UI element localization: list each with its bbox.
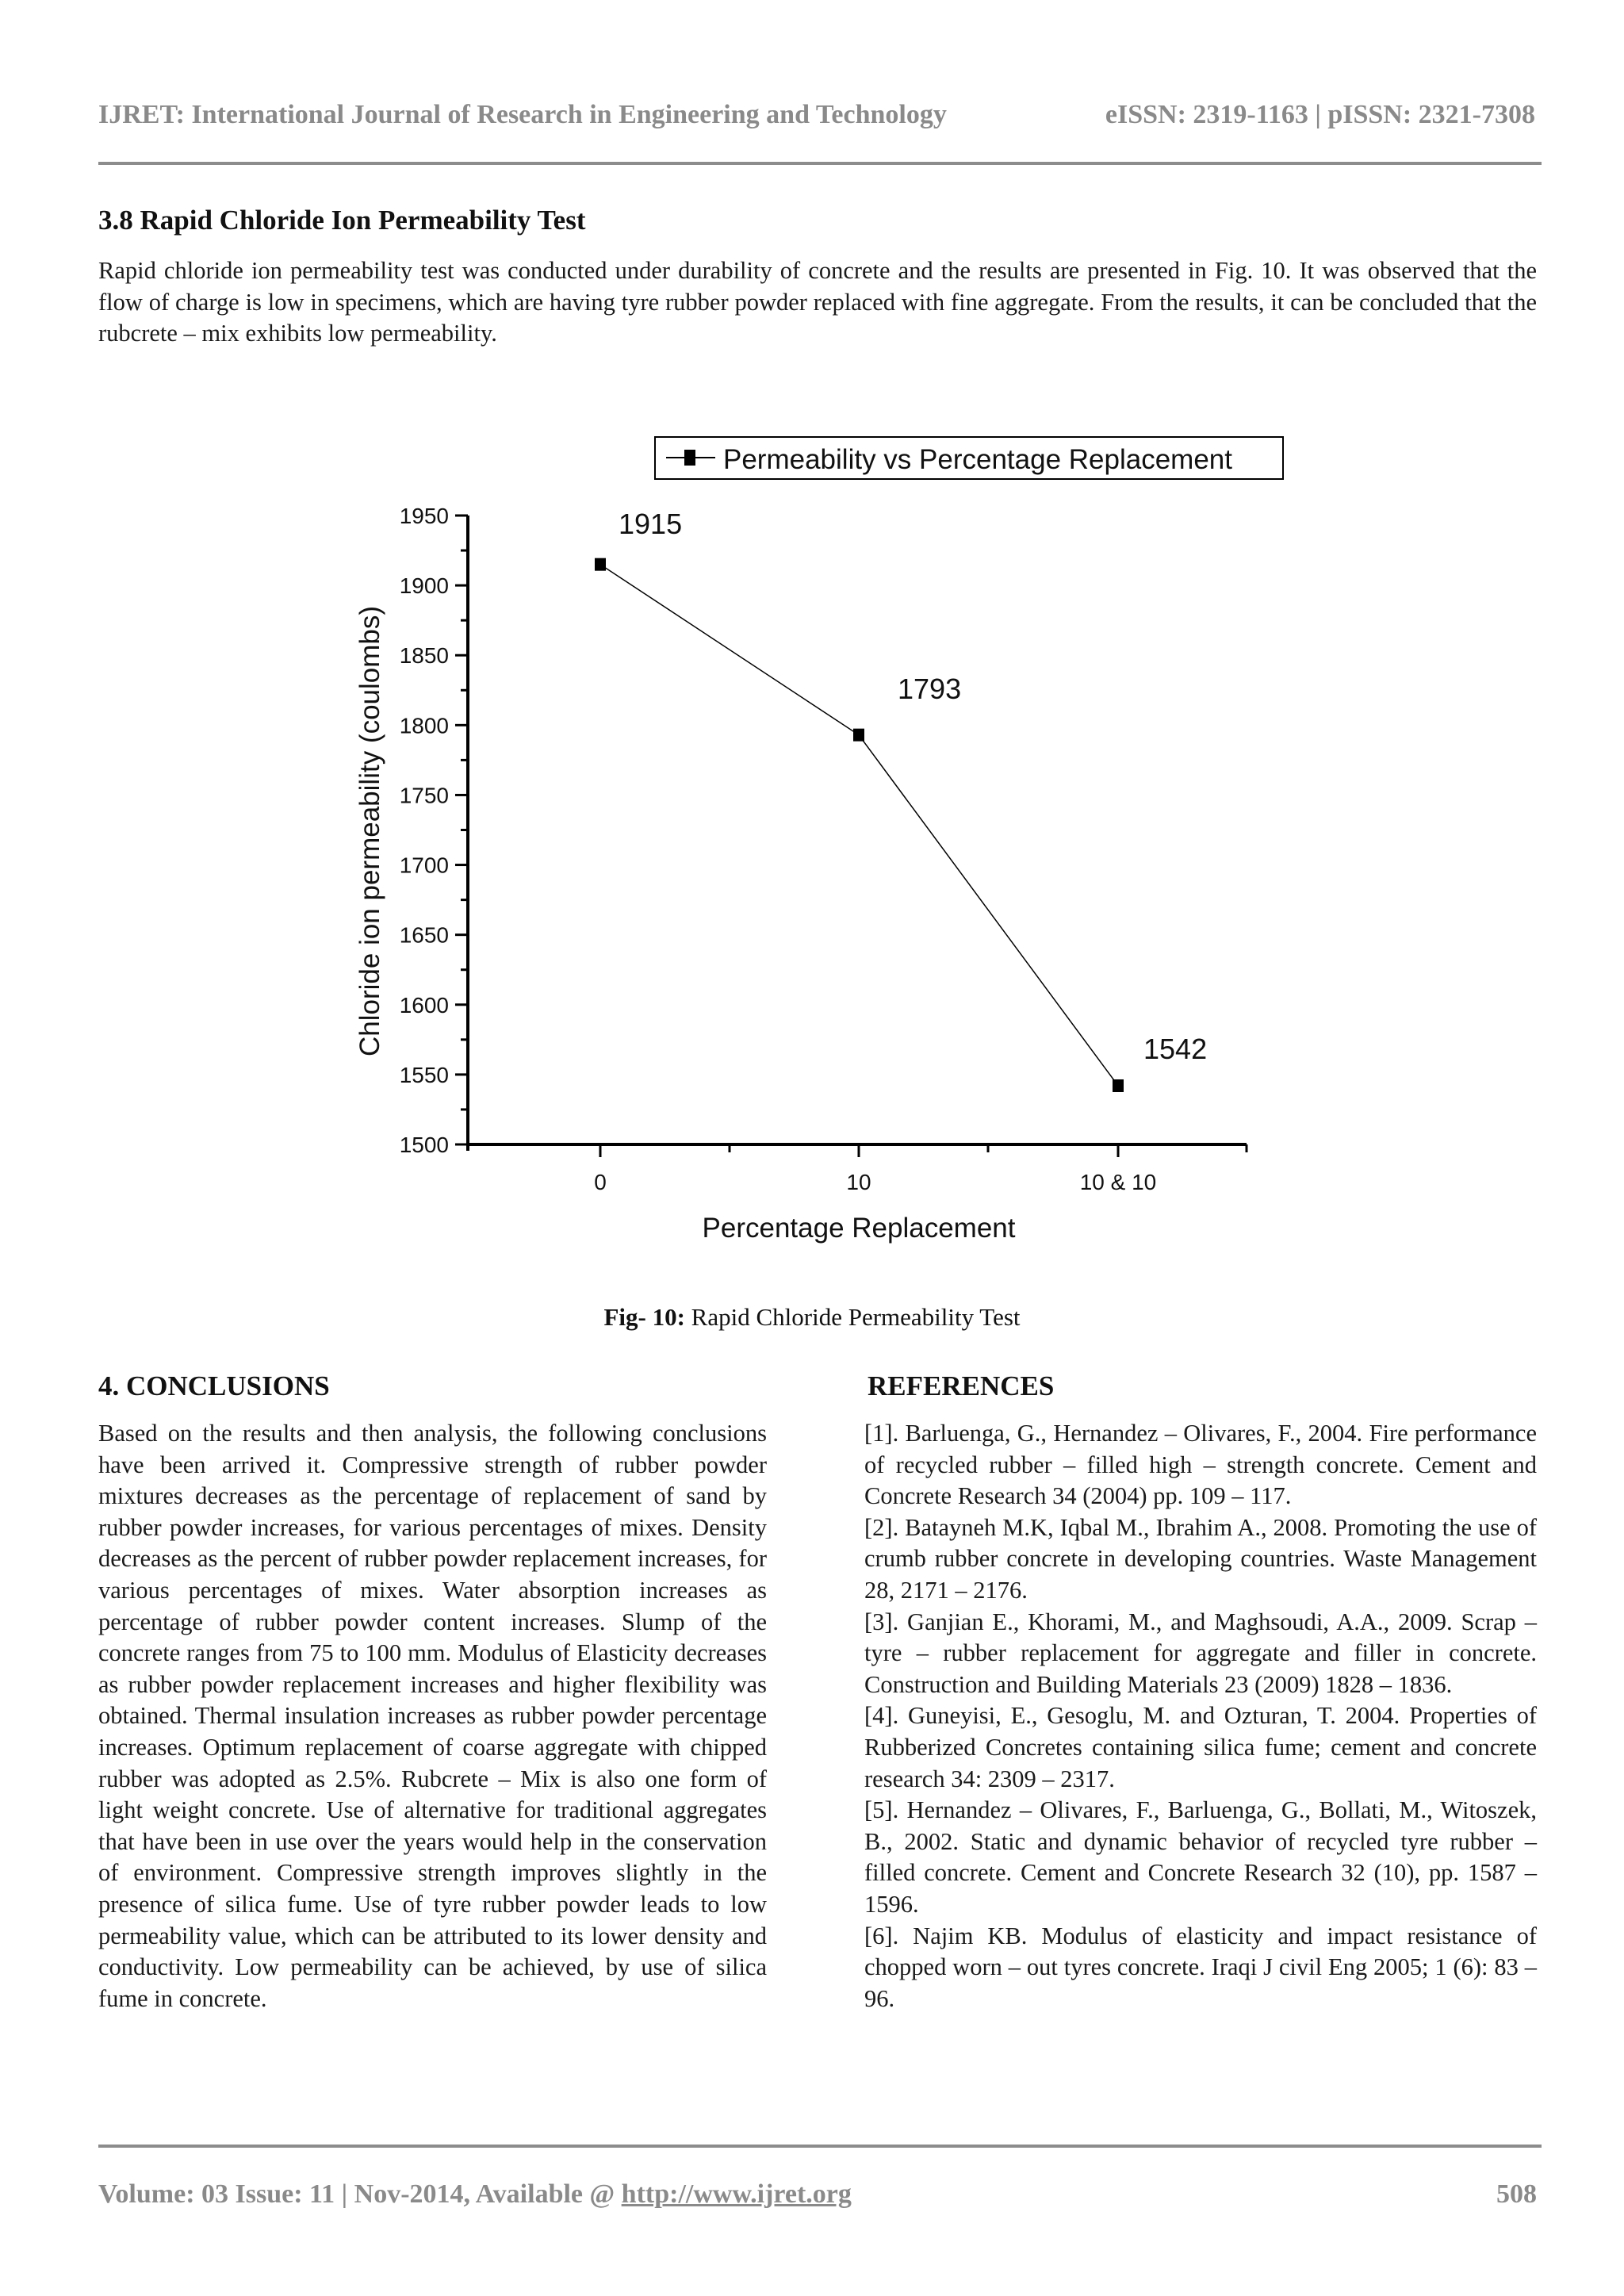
journal-issn: eISSN: 2319-1163 | pISSN: 2321-7308 <box>1105 100 1535 129</box>
y-tick-label: 1550 <box>399 1062 449 1087</box>
section-body: Rapid chloride ion permeability test was conducted under durability of concrete and the results are presented in Fig. 10. It was observed that the flow of charge is low in specimens, which are having tyre rubber powder replaced with fine aggregate. From the results, it can be concluded that the rubcrete – mix exhibits low permeability. <box>98 257 1537 347</box>
footer-volume <box>98 2179 852 2210</box>
reference-item: [3]. Ganjian E., Khorami, M., and Maghsoudi, A.A., 2009. Scrap – tyre – rubber replacement for aggregate and filler in concrete. Construction and Building Materials 23 (2009) 1828 – 1836. <box>864 1608 1537 1698</box>
figure-label: Fig- 10: <box>603 1303 685 1331</box>
y-tick-label: 1500 <box>399 1133 449 1157</box>
figure-caption-text: Rapid Chloride Permeability Test <box>691 1303 1021 1331</box>
footer-volume-text: Volume: 03 Issue: 11 | Nov-2014, Available @ <box>98 2179 622 2209</box>
reference-item: [4]. Guneyisi, E., Gesoglu, M. and Ozturan, T. 2004. Properties of Rubberized Concretes containing silica fume; cement and concrete research 34: 2309 – 2317. <box>864 1702 1537 1792</box>
footer-link[interactable]: http://www.ijret.org <box>621 2179 852 2209</box>
x-tick-label: 10 & 10 <box>1079 1170 1157 1194</box>
x-tick-label: 0 <box>594 1170 607 1194</box>
y-tick-label: 1700 <box>399 853 449 878</box>
reference-item: [6]. Najim KB. Modulus of elasticity and impact resistance of chopped worn – out tyres concrete. Iraqi J civil Eng 2005; 1 (6): 83 – 96. <box>864 1922 1537 2012</box>
section-title: 3.8 Rapid Chloride Ion Permeability Test <box>98 205 586 236</box>
y-axis-label: Chloride ion permeability (coulombs) <box>354 605 385 1057</box>
y-tick-label: 1650 <box>399 922 449 948</box>
x-tick-label: 10 <box>846 1170 871 1194</box>
figure-caption <box>0 1303 1624 1332</box>
y-tick-label: 1750 <box>399 783 449 808</box>
y-tick-label: 1950 <box>399 504 449 528</box>
reference-item: [1]. Barluenga, G., Hernandez – Olivares, F., 2004. Fire performance of recycled rubber – filled high – strength concrete. Cement and Concrete Research 34 (2004) pp. 109 – 117. <box>864 1420 1537 1510</box>
page-number: 508 <box>1496 2179 1537 2209</box>
data-label: 1915 <box>619 508 683 540</box>
y-tick-label: 1600 <box>399 992 449 1018</box>
conclusions-title: 4. CONCLUSIONS <box>98 1370 330 1401</box>
legend-label: Permeability vs Percentage Replacement <box>723 444 1232 475</box>
data-label: 1542 <box>1143 1033 1208 1065</box>
legend-marker-icon <box>684 450 695 466</box>
journal-title: IJRET: International Journal of Research in Engineering and Technology <box>98 100 947 129</box>
references-list <box>864 1418 1537 2014</box>
y-tick-label: 1900 <box>399 573 449 599</box>
reference-item: [5]. Hernandez – Olivares, F., Barluenga, G., Bollati, M., Witoszek, B., 2002. Static and dynamic behavior of recycled tyre rubber – filled concrete. Cement and Concrete Research 32 (10), pp. 1587 – 1596. <box>864 1796 1537 1918</box>
x-axis-label: Percentage Replacement <box>702 1213 1016 1244</box>
y-tick-label: 1800 <box>399 713 449 738</box>
series-line <box>600 565 1118 1086</box>
conclusions-body: Based on the results and then analysis, the following conclusions have been arrived it. Compressive strength of rubber powder mixtures decreases as the percentage of replacement of sand by rubber powder increases, for various percentages of mixes. Density decreases as the percent of rubber powder replacement increases, for various percentages of mixes. Water absorption increases as percentage of rubber powder content increases. Slump of the concrete ranges from 75 to 100 mm. Modulus of Elasticity decreases as rubber powder replacement increases and higher flexibility was obtained. Thermal insulation increases as rubber powder percentage increases. Optimum replacement of coarse aggregate with chipped rubber was adopted as 2.5%. Rubcrete – Mix is also one form of light weight concrete. Use of alternative for traditional aggregates that have been in use over the years would help in the conservation of environment. Compressive strength improves slightly in the presence of silica fume. Use of tyre rubber powder leads to low permeability value, which can be attributed to its lower density and conductivity. Low permeability can be achieved, by use of silica fume in concrete. <box>98 1420 767 2012</box>
footer-rule <box>98 2145 1542 2148</box>
data-point-marker <box>595 558 606 571</box>
data-label: 1793 <box>898 673 962 705</box>
y-tick-label: 1850 <box>399 643 449 669</box>
data-point-marker <box>1113 1079 1124 1092</box>
references-title: REFERENCES <box>868 1370 1055 1401</box>
data-point-marker <box>853 729 864 742</box>
reference-item: [2]. Batayneh M.K, Iqbal M., Ibrahim A., 2008. Promoting the use of crumb rubber concrete in developing countries. Waste Management 28, 2171 – 2176. <box>864 1513 1537 1604</box>
